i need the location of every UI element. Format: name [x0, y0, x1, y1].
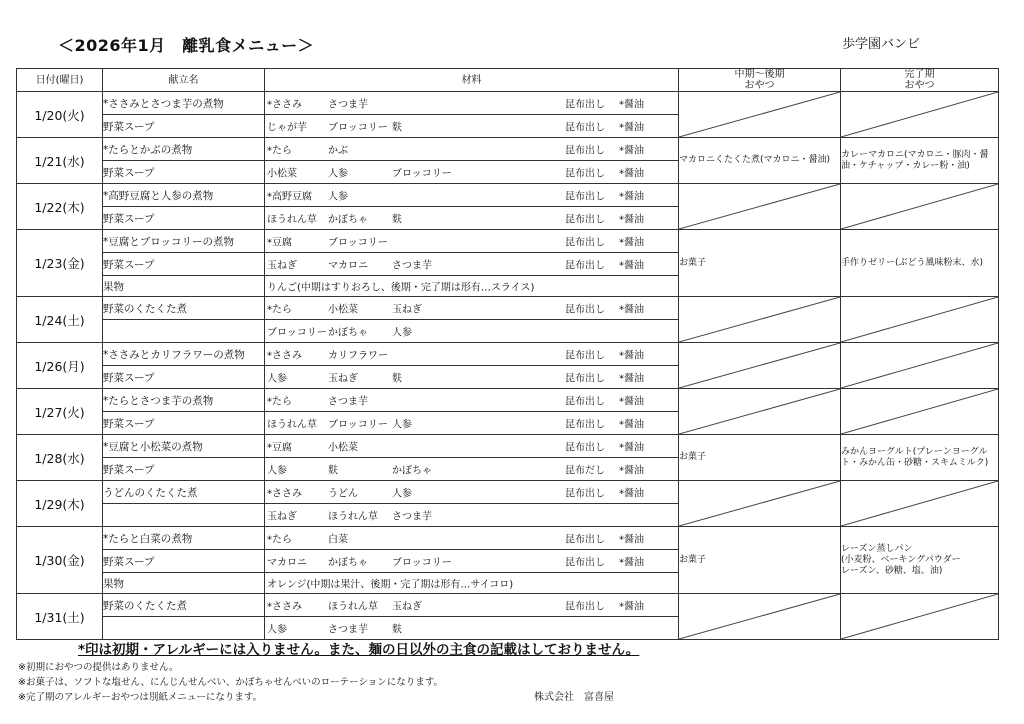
ingredients-cell [265, 504, 679, 527]
ingredients-cell [265, 366, 679, 389]
ingredient: かぼちゃ [328, 327, 368, 339]
dish-name [103, 320, 265, 343]
ingredient: 人参 [267, 373, 287, 385]
table-row [17, 435, 999, 458]
ingredient: 人参 [328, 191, 348, 203]
ingredient: 人参 [328, 168, 348, 180]
seasoning-soy: *醤油 [619, 442, 644, 454]
day-date: 1/24(土) [17, 297, 103, 343]
day-date: 1/20(火) [17, 92, 103, 138]
ingredient: *たら [267, 396, 292, 408]
fruit-note: オレンジ(中期は果汁、後期・完了期は形有…サイコロ) [267, 579, 514, 591]
snack-mid-cell [679, 594, 841, 640]
dish-name: *たらとかぶの煮物 [103, 138, 265, 161]
seasoning-stock: 昆布出し [565, 557, 605, 569]
dish-name: 果物 [103, 276, 265, 297]
ingredient: 玉ねぎ [267, 511, 297, 523]
empty-cell-slash [679, 481, 840, 526]
ingredient: かぶ [328, 145, 348, 157]
snack-final-cell [841, 343, 999, 389]
snack-mid-cell [679, 389, 841, 435]
table-row [17, 481, 999, 504]
ingredients-cell [265, 412, 679, 435]
seasoning-stock: 昆布出し [565, 601, 605, 613]
ingredient: ブロッコリー [392, 168, 452, 180]
empty-cell-slash [841, 297, 998, 342]
ingredient: 人参 [267, 465, 287, 477]
ingredients-cell [265, 320, 679, 343]
dish-name: 野菜スープ [103, 253, 265, 276]
table-row [17, 297, 999, 320]
ingredients-cell [265, 207, 679, 230]
empty-cell-slash [841, 389, 998, 434]
ingredients-cell [265, 594, 679, 617]
ingredient: 麩 [392, 624, 402, 636]
ingredient: 小松菜 [328, 304, 358, 316]
ingredient: ブロッコリー [392, 557, 452, 569]
ingredients-cell [265, 343, 679, 366]
ingredient: 麩 [392, 214, 402, 226]
ingredient: かぼちゃ [328, 557, 368, 569]
ingredients-cell [265, 253, 679, 276]
snack-mid-cell [679, 481, 841, 527]
ingredient: さつま芋 [392, 511, 432, 523]
ingredient: 玉ねぎ [328, 373, 358, 385]
snack-mid-cell: マカロニくたくた煮(マカロニ・醤油) [679, 138, 841, 184]
ingredient: *ささみ [267, 488, 302, 500]
ingredients-cell [265, 527, 679, 550]
dish-name [103, 617, 265, 640]
header-snack-mid: 中期～後期 おやつ [679, 69, 841, 92]
dish-name: *ささみとさつま芋の煮物 [103, 92, 265, 115]
seasoning-stock: 昆布出し [565, 304, 605, 316]
snack-final-cell: みかんヨーグルト(プレーンヨーグルト・みかん缶・砂糖・スキムミルク) [841, 435, 999, 481]
day-date: 1/23(金) [17, 230, 103, 297]
dish-name: 野菜スープ [103, 207, 265, 230]
ingredients-cell [265, 617, 679, 640]
ingredient: 人参 [392, 419, 412, 431]
ingredient: さつま芋 [328, 396, 368, 408]
ingredients-cell [265, 458, 679, 481]
dish-name: *ささみとカリフラワーの煮物 [103, 343, 265, 366]
ingredient: 小松菜 [267, 168, 297, 180]
ingredient: 麩 [328, 465, 338, 477]
dish-name: *豆腐と小松菜の煮物 [103, 435, 265, 458]
table-row [17, 343, 999, 366]
header-date: 日付(曜日) [17, 69, 103, 92]
snack-final-cell: カレーマカロニ(マカロニ・豚肉・醤油・ケチャップ・カレー粉・油) [841, 138, 999, 184]
ingredient: *ささみ [267, 601, 302, 613]
empty-cell-slash [679, 389, 840, 434]
table-row [17, 594, 999, 617]
seasoning-soy: *醤油 [619, 419, 644, 431]
ingredient: *ささみ [267, 350, 302, 362]
seasoning-stock: 昆布出し [565, 396, 605, 408]
ingredient: カリフラワー [328, 350, 388, 362]
table-row [17, 389, 999, 412]
empty-cell-slash [679, 184, 840, 229]
seasoning-stock: 昆布出し [565, 260, 605, 272]
ingredient: さつま芋 [328, 99, 368, 111]
ingredient: 人参 [392, 327, 412, 339]
table-row [17, 184, 999, 207]
header-ingredients: 材料 [265, 69, 679, 92]
snack-final-cell [841, 389, 999, 435]
snack-mid-cell: お菓子 [679, 435, 841, 481]
seasoning-stock: 昆布だし [565, 465, 605, 477]
ingredient: じゃが芋 [267, 122, 307, 134]
ingredients-cell [265, 115, 679, 138]
ingredient: ほうれん草 [328, 601, 378, 613]
ingredients-cell [265, 92, 679, 115]
snack-final-cell [841, 92, 999, 138]
snack-final-cell [841, 481, 999, 527]
seasoning-stock: 昆布出し [565, 99, 605, 111]
seasoning-soy: *醤油 [619, 396, 644, 408]
ingredient: *高野豆腐 [267, 191, 312, 203]
seasoning-soy: *醤油 [619, 145, 644, 157]
company-name: 株式会社 富喜屋 [534, 692, 614, 703]
dish-name: うどんのくたくた煮 [103, 481, 265, 504]
snack-mid-cell [679, 297, 841, 343]
seasoning-stock: 昆布出し [565, 373, 605, 385]
seasoning-soy: *醤油 [619, 168, 644, 180]
dish-name: 野菜スープ [103, 115, 265, 138]
day-date: 1/27(火) [17, 389, 103, 435]
seasoning-stock: 昆布出し [565, 122, 605, 134]
ingredient: かぼちゃ [392, 465, 432, 477]
ingredient: ほうれん草 [328, 511, 378, 523]
seasoning-soy: *醤油 [619, 557, 644, 569]
seasoning-soy: *醤油 [619, 214, 644, 226]
ingredient: かぼちゃ [328, 214, 368, 226]
ingredient: マカロニ [267, 557, 307, 569]
ingredients-cell [265, 550, 679, 573]
ingredient: 人参 [392, 488, 412, 500]
seasoning-soy: *醤油 [619, 465, 644, 477]
ingredient: 麩 [392, 373, 402, 385]
seasoning-soy: *醤油 [619, 488, 644, 500]
dish-name: *高野豆腐と人参の煮物 [103, 184, 265, 207]
seasoning-soy: *醤油 [619, 99, 644, 111]
ingredients-cell [265, 435, 679, 458]
snack-final-cell [841, 594, 999, 640]
empty-cell-slash [679, 594, 840, 639]
snack-final-cell [841, 184, 999, 230]
note-line: ※初期におやつの提供はありません。 [18, 662, 179, 673]
ingredient: ほうれん草 [267, 419, 317, 431]
seasoning-soy: *醤油 [619, 304, 644, 316]
empty-cell-slash [679, 343, 840, 388]
ingredients-cell [265, 297, 679, 320]
table-row [17, 138, 999, 161]
ingredient: 小松菜 [328, 442, 358, 454]
header-dish: 献立名 [103, 69, 265, 92]
ingredient: さつま芋 [392, 260, 432, 272]
dish-name: 野菜のくたくた煮 [103, 297, 265, 320]
seasoning-soy: *醤油 [619, 260, 644, 272]
day-date: 1/22(木) [17, 184, 103, 230]
seasoning-stock: 昆布出し [565, 350, 605, 362]
seasoning-stock: 昆布出し [565, 214, 605, 226]
dish-name: 野菜スープ [103, 161, 265, 184]
ingredient: 玉ねぎ [267, 260, 297, 272]
dish-name: 野菜スープ [103, 366, 265, 389]
day-date: 1/26(月) [17, 343, 103, 389]
ingredient: *ささみ [267, 99, 302, 111]
menu-table [16, 68, 999, 640]
seasoning-soy: *醤油 [619, 534, 644, 546]
seasoning-soy: *醤油 [619, 350, 644, 362]
seasoning-soy: *醤油 [619, 191, 644, 203]
dish-name: *たらと白菜の煮物 [103, 527, 265, 550]
table-row [17, 527, 999, 550]
ingredient: 麩 [392, 122, 402, 134]
seasoning-stock: 昆布出し [565, 191, 605, 203]
ingredient: ブロッコリー [328, 419, 388, 431]
page-title: ＜2026年1月 離乳食メニュー＞ [58, 36, 315, 55]
ingredient: *たら [267, 304, 292, 316]
seasoning-stock: 昆布出し [565, 442, 605, 454]
school-name: 歩学園バンビ [842, 37, 921, 52]
dish-name: 野菜スープ [103, 550, 265, 573]
empty-cell-slash [841, 92, 998, 137]
seasoning-stock: 昆布出し [565, 145, 605, 157]
snack-final-cell [841, 297, 999, 343]
seasoning-stock: 昆布出し [565, 488, 605, 500]
empty-cell-slash [679, 92, 840, 137]
ingredient: さつま芋 [328, 624, 368, 636]
day-date: 1/21(水) [17, 138, 103, 184]
seasoning-stock: 昆布出し [565, 237, 605, 249]
header-snack-final: 完了期 おやつ [841, 69, 999, 92]
ingredient: *豆腐 [267, 237, 292, 249]
dish-name: *たらとさつま芋の煮物 [103, 389, 265, 412]
day-date: 1/31(土) [17, 594, 103, 640]
ingredient: ブロッコリー [267, 327, 327, 339]
ingredients-cell [265, 184, 679, 207]
seasoning-soy: *醤油 [619, 601, 644, 613]
table-header-row [17, 69, 999, 92]
dish-name: 野菜のくたくた煮 [103, 594, 265, 617]
ingredient: 玉ねぎ [392, 601, 422, 613]
dish-name: 野菜スープ [103, 458, 265, 481]
ingredient: *たら [267, 145, 292, 157]
ingredient: うどん [328, 488, 358, 500]
dish-name [103, 504, 265, 527]
ingredient: ブロッコリー [328, 237, 388, 249]
empty-cell-slash [841, 184, 998, 229]
ingredient: 玉ねぎ [392, 304, 422, 316]
ingredient: 白菜 [328, 534, 348, 546]
snack-final-cell: 手作りゼリー(ぶどう風味粉末、水) [841, 230, 999, 297]
ingredient: 人参 [267, 624, 287, 636]
empty-cell-slash [679, 297, 840, 342]
ingredients-cell [265, 573, 679, 594]
dish-name: 果物 [103, 573, 265, 594]
snack-mid-cell: お菓子 [679, 527, 841, 594]
empty-cell-slash [841, 343, 998, 388]
seasoning-soy: *醤油 [619, 122, 644, 134]
ingredient: *たら [267, 534, 292, 546]
ingredient: ブロッコリー [328, 122, 388, 134]
ingredient: *豆腐 [267, 442, 292, 454]
empty-cell-slash [841, 594, 998, 639]
seasoning-stock: 昆布出し [565, 168, 605, 180]
snack-mid-cell [679, 92, 841, 138]
ingredients-cell [265, 389, 679, 412]
snack-final-cell: レーズン蒸しパン (小麦粉、ベーキングパウダー レーズン、砂糖、塩、油) [841, 527, 999, 594]
ingredients-cell [265, 481, 679, 504]
note-line: ※完了期のアレルギーおやつは別紙メニューになります。 [18, 692, 263, 703]
day-date: 1/28(水) [17, 435, 103, 481]
snack-mid-cell [679, 343, 841, 389]
seasoning-stock: 昆布出し [565, 419, 605, 431]
snack-mid-cell [679, 184, 841, 230]
ingredients-cell [265, 138, 679, 161]
table-row [17, 92, 999, 115]
ingredients-cell [265, 230, 679, 253]
ingredient: ほうれん草 [267, 214, 317, 226]
seasoning-stock: 昆布出し [565, 534, 605, 546]
dish-name: 野菜スープ [103, 412, 265, 435]
main-note: *印は初期・アレルギーには入りません。また、麺の日以外の主食の記載はしておりません。 [78, 642, 640, 658]
seasoning-soy: *醤油 [619, 237, 644, 249]
seasoning-soy: *醤油 [619, 373, 644, 385]
fruit-note: りんご(中期はすりおろし、後期・完了期は形有…スライス) [267, 282, 535, 294]
day-date: 1/29(木) [17, 481, 103, 527]
day-date: 1/30(金) [17, 527, 103, 594]
ingredient: マカロニ [328, 260, 368, 272]
note-line: ※お菓子は、ソフトな塩せん、にんじんせんべい、かぼちゃせんべいのローテーションになります。 [18, 677, 444, 688]
empty-cell-slash [841, 481, 998, 526]
ingredients-cell [265, 276, 679, 297]
dish-name: *豆腐とブロッコリーの煮物 [103, 230, 265, 253]
ingredients-cell [265, 161, 679, 184]
table-row [17, 230, 999, 253]
snack-mid-cell: お菓子 [679, 230, 841, 297]
